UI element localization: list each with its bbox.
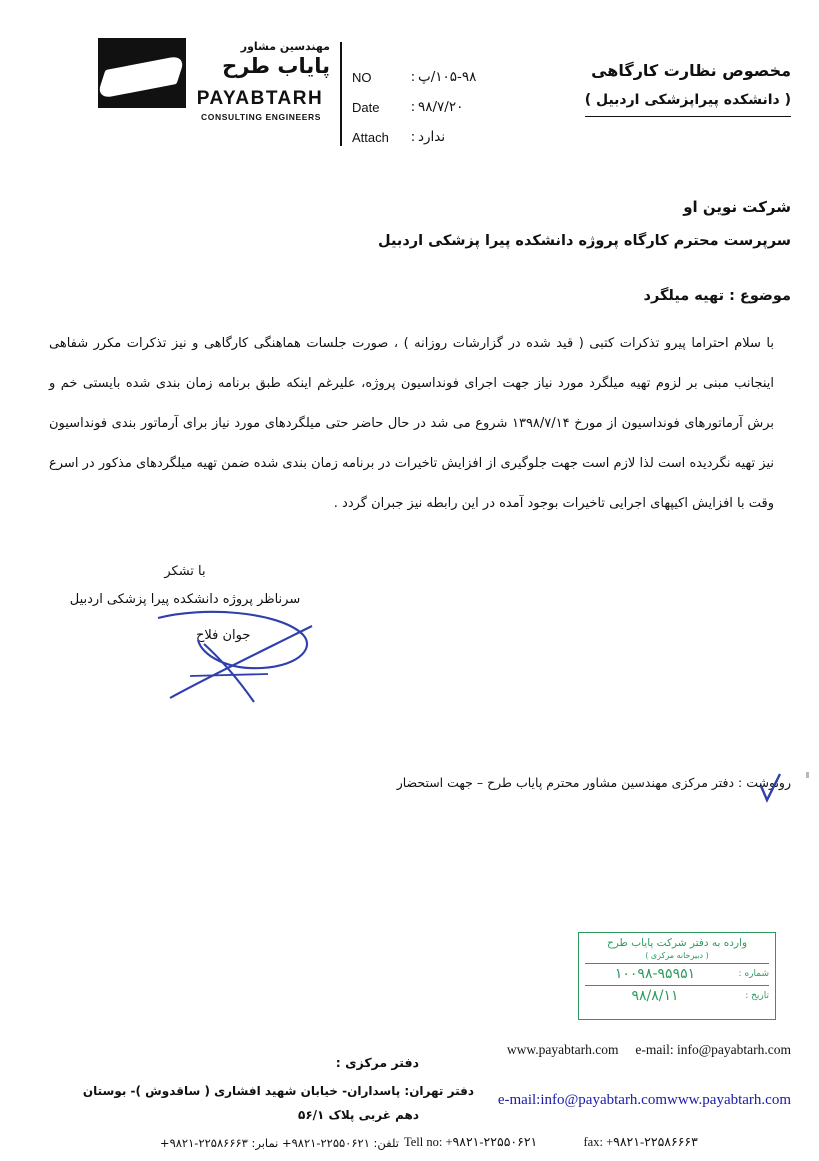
stamp-subtitle: ( دبیرخانه مرکزی ): [645, 951, 709, 960]
stamp-date-label: تاریخ :: [745, 991, 769, 1001]
logo-en-sub-text: CONSULTING ENGINEERS: [201, 112, 321, 122]
footer-email: e-mail: info@payabtarh.com: [635, 1042, 791, 1057]
stamp-number-row: [585, 963, 769, 984]
addressee-company: شرکت نوین او: [683, 198, 791, 216]
footer-office-title: دفتر مرکزی :: [335, 1055, 419, 1070]
header-project-name: ( دانشکده پیراپزشکی اردبیل ): [585, 86, 791, 117]
footer-fax-number: fax: +۹۸۲۱-۲۲۵۸۶۶۶۳: [583, 1135, 698, 1149]
closing-thanks: با تشکر: [164, 564, 206, 579]
footer-tel-number: Tell no: +۹۸۲۱-۲۲۵۵۰۶۲۱: [404, 1135, 538, 1149]
page-speck: [806, 772, 809, 778]
logo-fa-main-text: پایاب طرح: [222, 54, 330, 78]
addressee-role: سرپرست محترم کارگاه پروژه دانشکده پیرا پزشکی اردبیل: [378, 233, 791, 249]
meta-no-colon: :: [410, 69, 416, 85]
meta-row-attach: [352, 122, 532, 152]
footer-email-link[interactable]: e-mail:info@payabtarh.com: [497, 1092, 668, 1108]
meta-attach-colon: :: [410, 129, 416, 145]
stamp-date-row: [585, 985, 769, 1006]
closing-block: [51, 558, 319, 614]
logo-en-main-text: PAYABTARH: [196, 88, 324, 109]
footer-address-line1: دفتر تهران: پاسداران- خیابان شهید افشاری ( ساقدوش )- بوستان: [82, 1084, 474, 1098]
signer-name: جوان فلاح: [196, 628, 251, 643]
stamp-title: وارده به دفتر شرکت پایاب طرح: [606, 937, 748, 949]
footer-phone-en: [404, 1134, 804, 1150]
meta-no-label: NO: [352, 69, 372, 85]
header-supervision-title: مخصوص نظارت کارگاهی: [591, 61, 791, 80]
logo-fa-top-text: مهندسین مشاور: [240, 40, 330, 53]
footer-phone-fa: تلفن: ۲۲۵۵۰۶۲۱-۹۸۲۱+ نمابر: ۲۲۵۸۶۶۶۳-۹۸۲۱+: [159, 1136, 399, 1150]
meta-date-colon: :: [410, 99, 416, 115]
stamp-number-value: ۱۰۰۹۸-۹۵۹۵۱: [614, 966, 696, 982]
cc-note: رونوشت : دفتر مرکزی مهندسین مشاور محترم پایاب طرح – جهت استحضار: [396, 775, 791, 790]
meta-date-value: ۹۸/۷/۲۰: [418, 99, 464, 115]
logo-swoosh-icon: [96, 55, 186, 100]
meta-no-value: ۱۰۵-۹۸/پ: [418, 69, 477, 85]
meta-attach-label: Attach: [352, 129, 389, 145]
logo-mark-icon: [98, 38, 186, 108]
meta-date-label: Date: [352, 99, 380, 115]
footer-website-link[interactable]: www.payabtarh.com: [667, 1092, 791, 1108]
company-logo: [98, 38, 330, 142]
stamp-number-label: شماره :: [738, 969, 769, 979]
header-right-block: [461, 56, 791, 117]
letter-body: با سلام احتراما پیرو تذکرات کتبی ( قید شده در گزارشات روزانه ) ، صورت جلسات هماهنگی کارگاهی و نیز تذکرات مکرر شفاهی اینجانب مبنی بر لزوم تهیه میلگرد مورد نیاز جهت اجرای فونداسیون پروژه، علیرغم اینکه طبق برنامه زمان بندی شده بایستی خم و برش آرماتورهای فونداسیون از مورخ ۱۳۹۸/۷/۱۴ شروع می شد در حال حاضر حتی میلگردهای مورد نیاز برای آرماتور بندی فونداسیون نیز تهیه نگردیده است لذا لازم است جهت جلوگیری از افزایش تاخیرات در برنامه زمان بندی شده ضمن تهیه میلگردهای مذکور در اسرع وقت با افزایش اکیپهای اجرایی تاخیرات بوجود آمده در این رابطه نیز جبران گردد .: [49, 336, 775, 511]
meta-attach-value: ندارد: [418, 129, 446, 145]
letterhead-divider: [340, 42, 342, 146]
check-mark-icon: [759, 772, 783, 804]
stamp-date-value: ۹۸/۸/۱۱: [631, 988, 679, 1004]
letter-subject: موضوع : تهیه میلگرد: [643, 288, 791, 304]
footer-address-line2: دهم غربی پلاک ۵۶/۱: [298, 1108, 419, 1122]
footer-website: www.payabtarh.com: [506, 1042, 619, 1057]
addressee-block: [51, 190, 791, 258]
closing-role: سرناظر پروژه دانشکده پیرا پزشکی اردبیل: [69, 592, 301, 607]
registration-stamp: [578, 932, 776, 1020]
